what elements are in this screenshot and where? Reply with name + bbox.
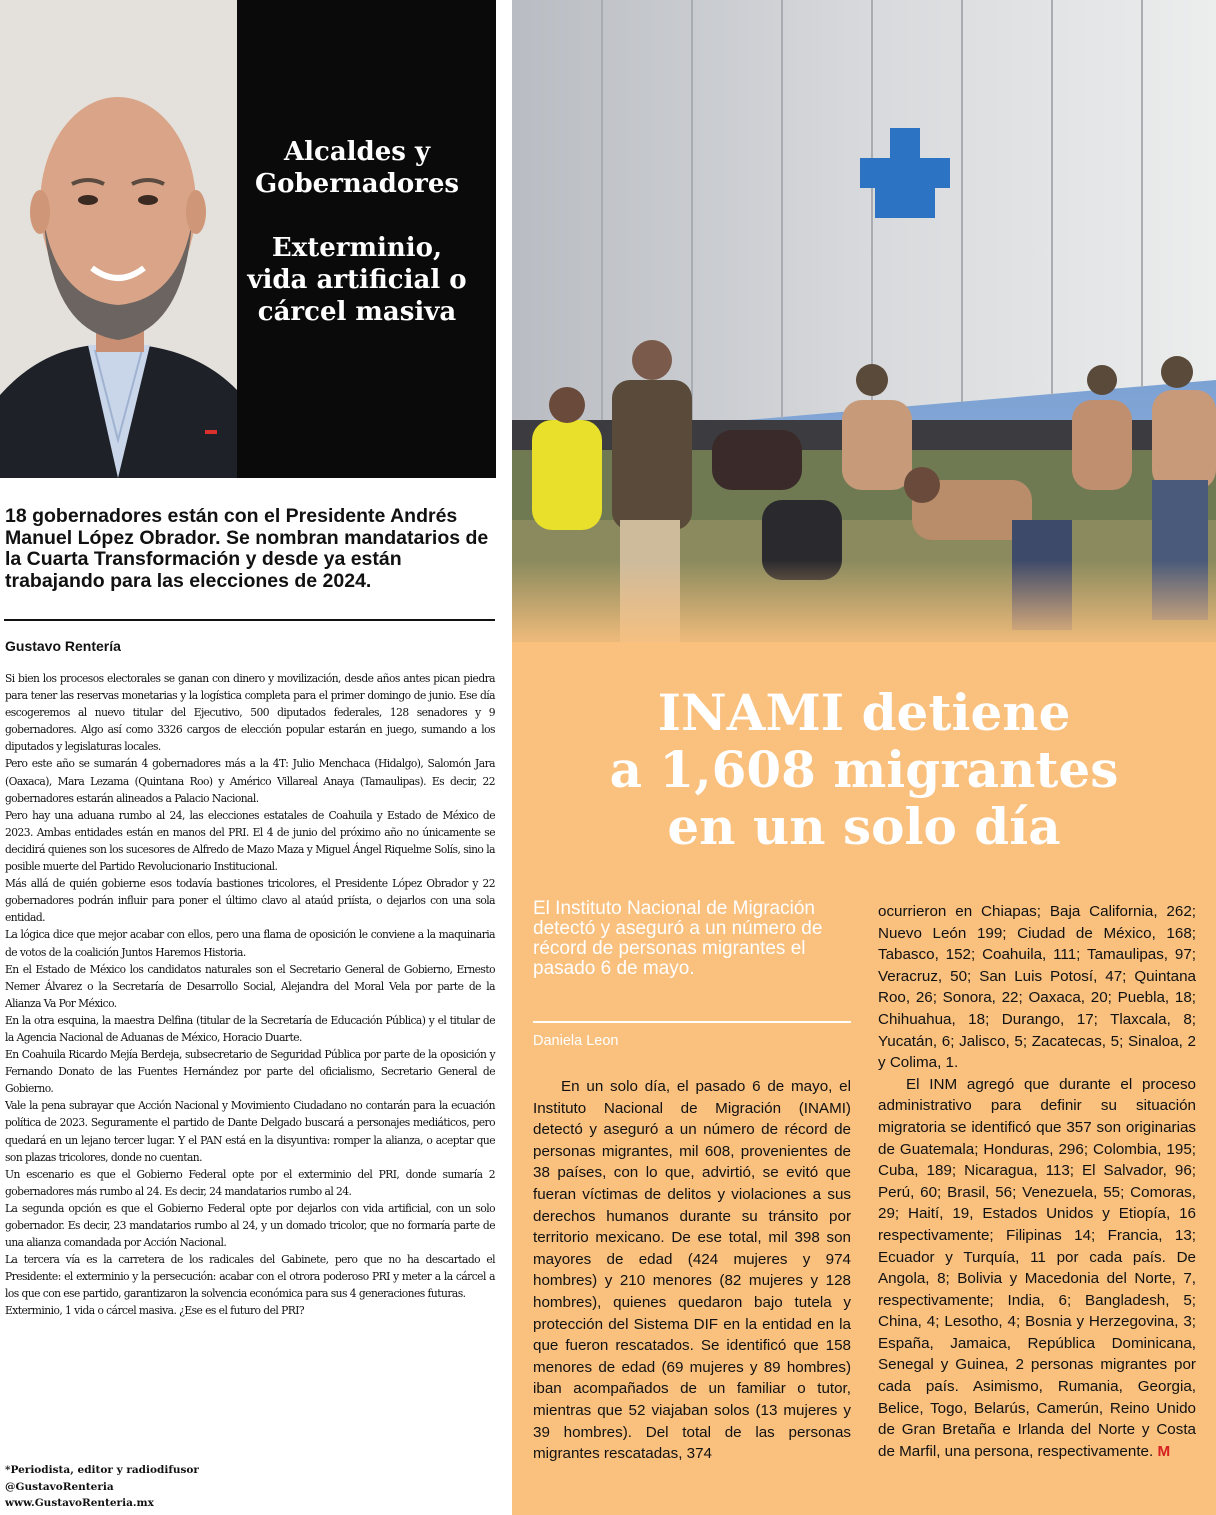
footnote-line: *Periodista, editor y radiodifusor (5, 1464, 199, 1476)
news-photo (512, 0, 1216, 642)
opinion-title-line: Alcaldes y (283, 137, 431, 167)
opinion-column (0, 0, 496, 1515)
headline-line: a 1,608 migrantes (609, 740, 1119, 799)
author-portrait (0, 0, 237, 478)
opinion-subtitle-line: Exterminio, (271, 233, 443, 263)
body-paragraph-text: El INM agregó que durante el proceso administrativo para definir su situación migratoria se identificó que 357 son originarias de Guatemala; Honduras, 296; Colombia, 195; Cuba, 189; Nicaragua, 113; El Salvador, 96; Perú, 60; Brasil, 56; Venezuela, 55; Comoras, 29; Haití, 19, Estados Unidos y Etiopía, 16 respectivamente; Filipinas 14; Francia, 13; Ecuador y Turquía, 11 por cada país. De Angola, 8; Bolivia y Macedonia del Norte, 7, respectivamente; India, 6; Bangladesh, 5; China, 4; Lesotho, 4; Bosnia y Herzegovina, 3; España, Jamaica, República Dominicana, Senegal y Guinea, 2 personas migrantes por cada país. Asimismo, Rumania, Georgia, Belice, Togo, Belarús, Camerún, Reino Unido de Gran Bretaña e Irlanda del Norte y Costa de Marfil, una persona, respectivamente. (878, 1075, 1196, 1460)
body-paragraph: En la otra esquina, la maestra Delfina (titular de la Secretaría de Educación Pública) y el titular de la Agencia Nacional de Aduanas de México, Horacio Duarte. (5, 1013, 495, 1044)
news-body-column-2 (878, 901, 1196, 1462)
body-paragraph: En Coahuila Ricardo Mejía Berdeja, subsecretario de Seguridad Pública por parte de la oposición y Fernando Donato de las Fuentes Hernández por parte del oficialismo, Secretario General de Gobierno. (5, 1048, 495, 1096)
headline-line: en un solo día (667, 797, 1061, 856)
opinion-body (5, 670, 495, 1320)
body-paragraph: Pero hay una aduana rumbo al 24, las elecciones estatales de Coahuila y Estado de México de 2023. Ambas entidades están en manos del PRI. El 4 de junio del próximo año no únicamente se decidirá quienes son los sucesores de Alfredo de Mazo Maza y Miguel Ángel Riquelme Solís, sino la posible muerte del Partido Revolucionario Institucional. (5, 808, 495, 874)
news-subdeck: El Instituto Nacional de Migración detectó y aseguró a un número de récord de personas migrantes el pasado 6 de mayo. (533, 898, 823, 979)
opinion-title-block (244, 136, 470, 328)
body-paragraph: Exterminio, 1 vida o cárcel masiva. ¿Ese es el futuro del PRI? (5, 1304, 305, 1318)
footnote-line: @GustavoRenteria (5, 1480, 114, 1493)
body-paragraph: Pero este año se sumarán 4 gobernadores más a la 4T: Julio Menchaca (Hidalgo), Salomón Jara (Oaxaca), Mara Lezama (Quintana Roo) y Américo Villareal Anaya (Tamaulipas). Es decir, 22 gobernadores estarán alineados a Palacio Nacional. (5, 757, 495, 805)
news-byline: Daniela Leon (533, 1033, 619, 1049)
opinion-title-line: Gobernadores (254, 169, 460, 199)
opinion-subtitle-line: vida artificial o (247, 265, 467, 295)
opinion-byline: Gustavo Rentería (5, 638, 121, 654)
migrants-truck-photo (512, 0, 1216, 642)
body-paragraph (878, 1074, 1196, 1463)
body-paragraph: ocurrieron en Chiapas; Baja California, 262; Nuevo León 199; Ciudad de México, 168; Tabasco, 152; Coahuila, 111; Tamaulipas, 97; Veracruz, 50; San Luis Potosí, 47; Quintana Roo, 26; Sonora, 22; Oaxaca, 20; Puebla, 18; Chihuahua, 18; Durango, 17; Tlaxcala, 8; Yucatán, 6; Jalisco, 5; Zacatecas, 5; Sinaloa, 2 y Colima, 1. (878, 903, 1196, 1072)
footnote-line: www.GustavoRenteria.mx (5, 1497, 154, 1509)
opinion-subtitle-line: cárcel masiva (257, 297, 457, 327)
body-paragraph: Si bien los procesos electorales se ganan con dinero y movilización, desde años antes pican piedra para tener las reservas monetarias y la logística completa para el primer domingo de junio. Ese día escogeremos al nuevo titular del Ejecutivo, 500 diputados federales, 128 senadores y 9 gobernadores. Algo así como 3326 cargos de elección popular estarán en juego, sumando a los diputados y legislaturas locales. (5, 672, 495, 754)
body-paragraph: Un escenario es que el Gobierno Federal opte por el exterminio del PRI, donde sumaría 2 gobernadores más rumbo al 24. Es decir, 24 mandatarios rumbo al 24. (5, 1167, 495, 1198)
opinion-deck: 18 gobernadores están con el Presidente Andrés Manuel López Obrador. Se nombran mandatarios de la Cuarta Transformación y desde ya están trabajando para las elecciones de 2024. (5, 505, 489, 592)
author-portrait-illustration (0, 0, 237, 478)
body-paragraph: En el Estado de México los candidatos naturales son el Secretario General de Gobierno, Ernesto Nemer Álvarez o la Secretaría de Desarrollo Social, Alejandra del Moral Vela por parte de la Alianza Va Por México. (5, 962, 495, 1010)
end-mark-logo: M (1157, 1442, 1171, 1460)
news-column (512, 0, 1216, 1515)
body-paragraph: La tercera vía es la carretera de los radicales del Gabinete, pero que no ha descartado el Presidente: el exterminio y la persecución: acabar con el otrora poderoso PRI y meter a la cárcel a los que con ese partido, garantizaron la solvencia económica para sus 4 generaciones futuras. (5, 1253, 495, 1301)
headline-line: INAMI detiene (657, 683, 1071, 742)
photo-fade (512, 560, 1216, 642)
title-spacer (244, 200, 470, 232)
news-body-column-1 (533, 1076, 851, 1465)
author-footnote (5, 1462, 495, 1512)
body-paragraph: La segunda opción es que el Gobierno Federal opte por dejarlos con vida artificial, con un solo gobernador. Es decir, 23 mandatarios rumbo al 24, y un domado tricolor, que no formaría parte de una alianza comandada por Acción Nacional. (5, 1201, 495, 1250)
body-paragraph: Vale la pena subrayar que Acción Nacional y Movimiento Ciudadano no contarán para la ecuación política de 2023. Seguramente el partido de Dante Delgado buscará a personajes mediáticos, pero quedará en un lejano tercer lugar. Y el PAN está en la disyuntiva: romper la alianza, o aceptar que son plazas tricolores, donde no cuentan. (5, 1099, 495, 1164)
divider (4, 619, 495, 621)
news-headline (512, 684, 1216, 855)
body-paragraph: Más allá de quién gobierne esos todavía bastiones tricolores, el Presidente López Obrador y 22 gobernadores podrán influir para poner el último clavo al ataúd priísta, o dejarlos con una sola entidad. (5, 877, 495, 925)
body-paragraph: En un solo día, el pasado 6 de mayo, el Instituto Nacional de Migración (INAMI) detectó y aseguró a un número de récord de personas migrantes, mil 608, provenientes de 38 países, con lo que, advirtió, se evitó que fueran víctimas de delitos y violaciones a sus derechos humanos durante su tránsito por territorio mexicano. De ese total, mil 398 son mayores de edad (424 mujeres y 974 hombres) y 210 menores (82 mujeres y 128 hombres), quienes quedaron bajo tutela y protección del Sistema DIF en la entidad en la que fueron rescatados. Se identificó que 158 menores de edad (69 mujeres y 89 hombres) iban acompañados de un familiar o tutor, mientras que 52 viajaban solos (13 mujeres y 39 hombres). Del total de las personas migrantes rescatadas, 374 (533, 1078, 851, 1463)
body-paragraph: La lógica dice que mejor acabar con ellos, pero una flama de oposición le conviene a la maquinaria de votos de la coalición Juntos Haremos Historia. (5, 928, 495, 959)
opinion-header (0, 0, 496, 478)
divider (533, 1021, 851, 1023)
